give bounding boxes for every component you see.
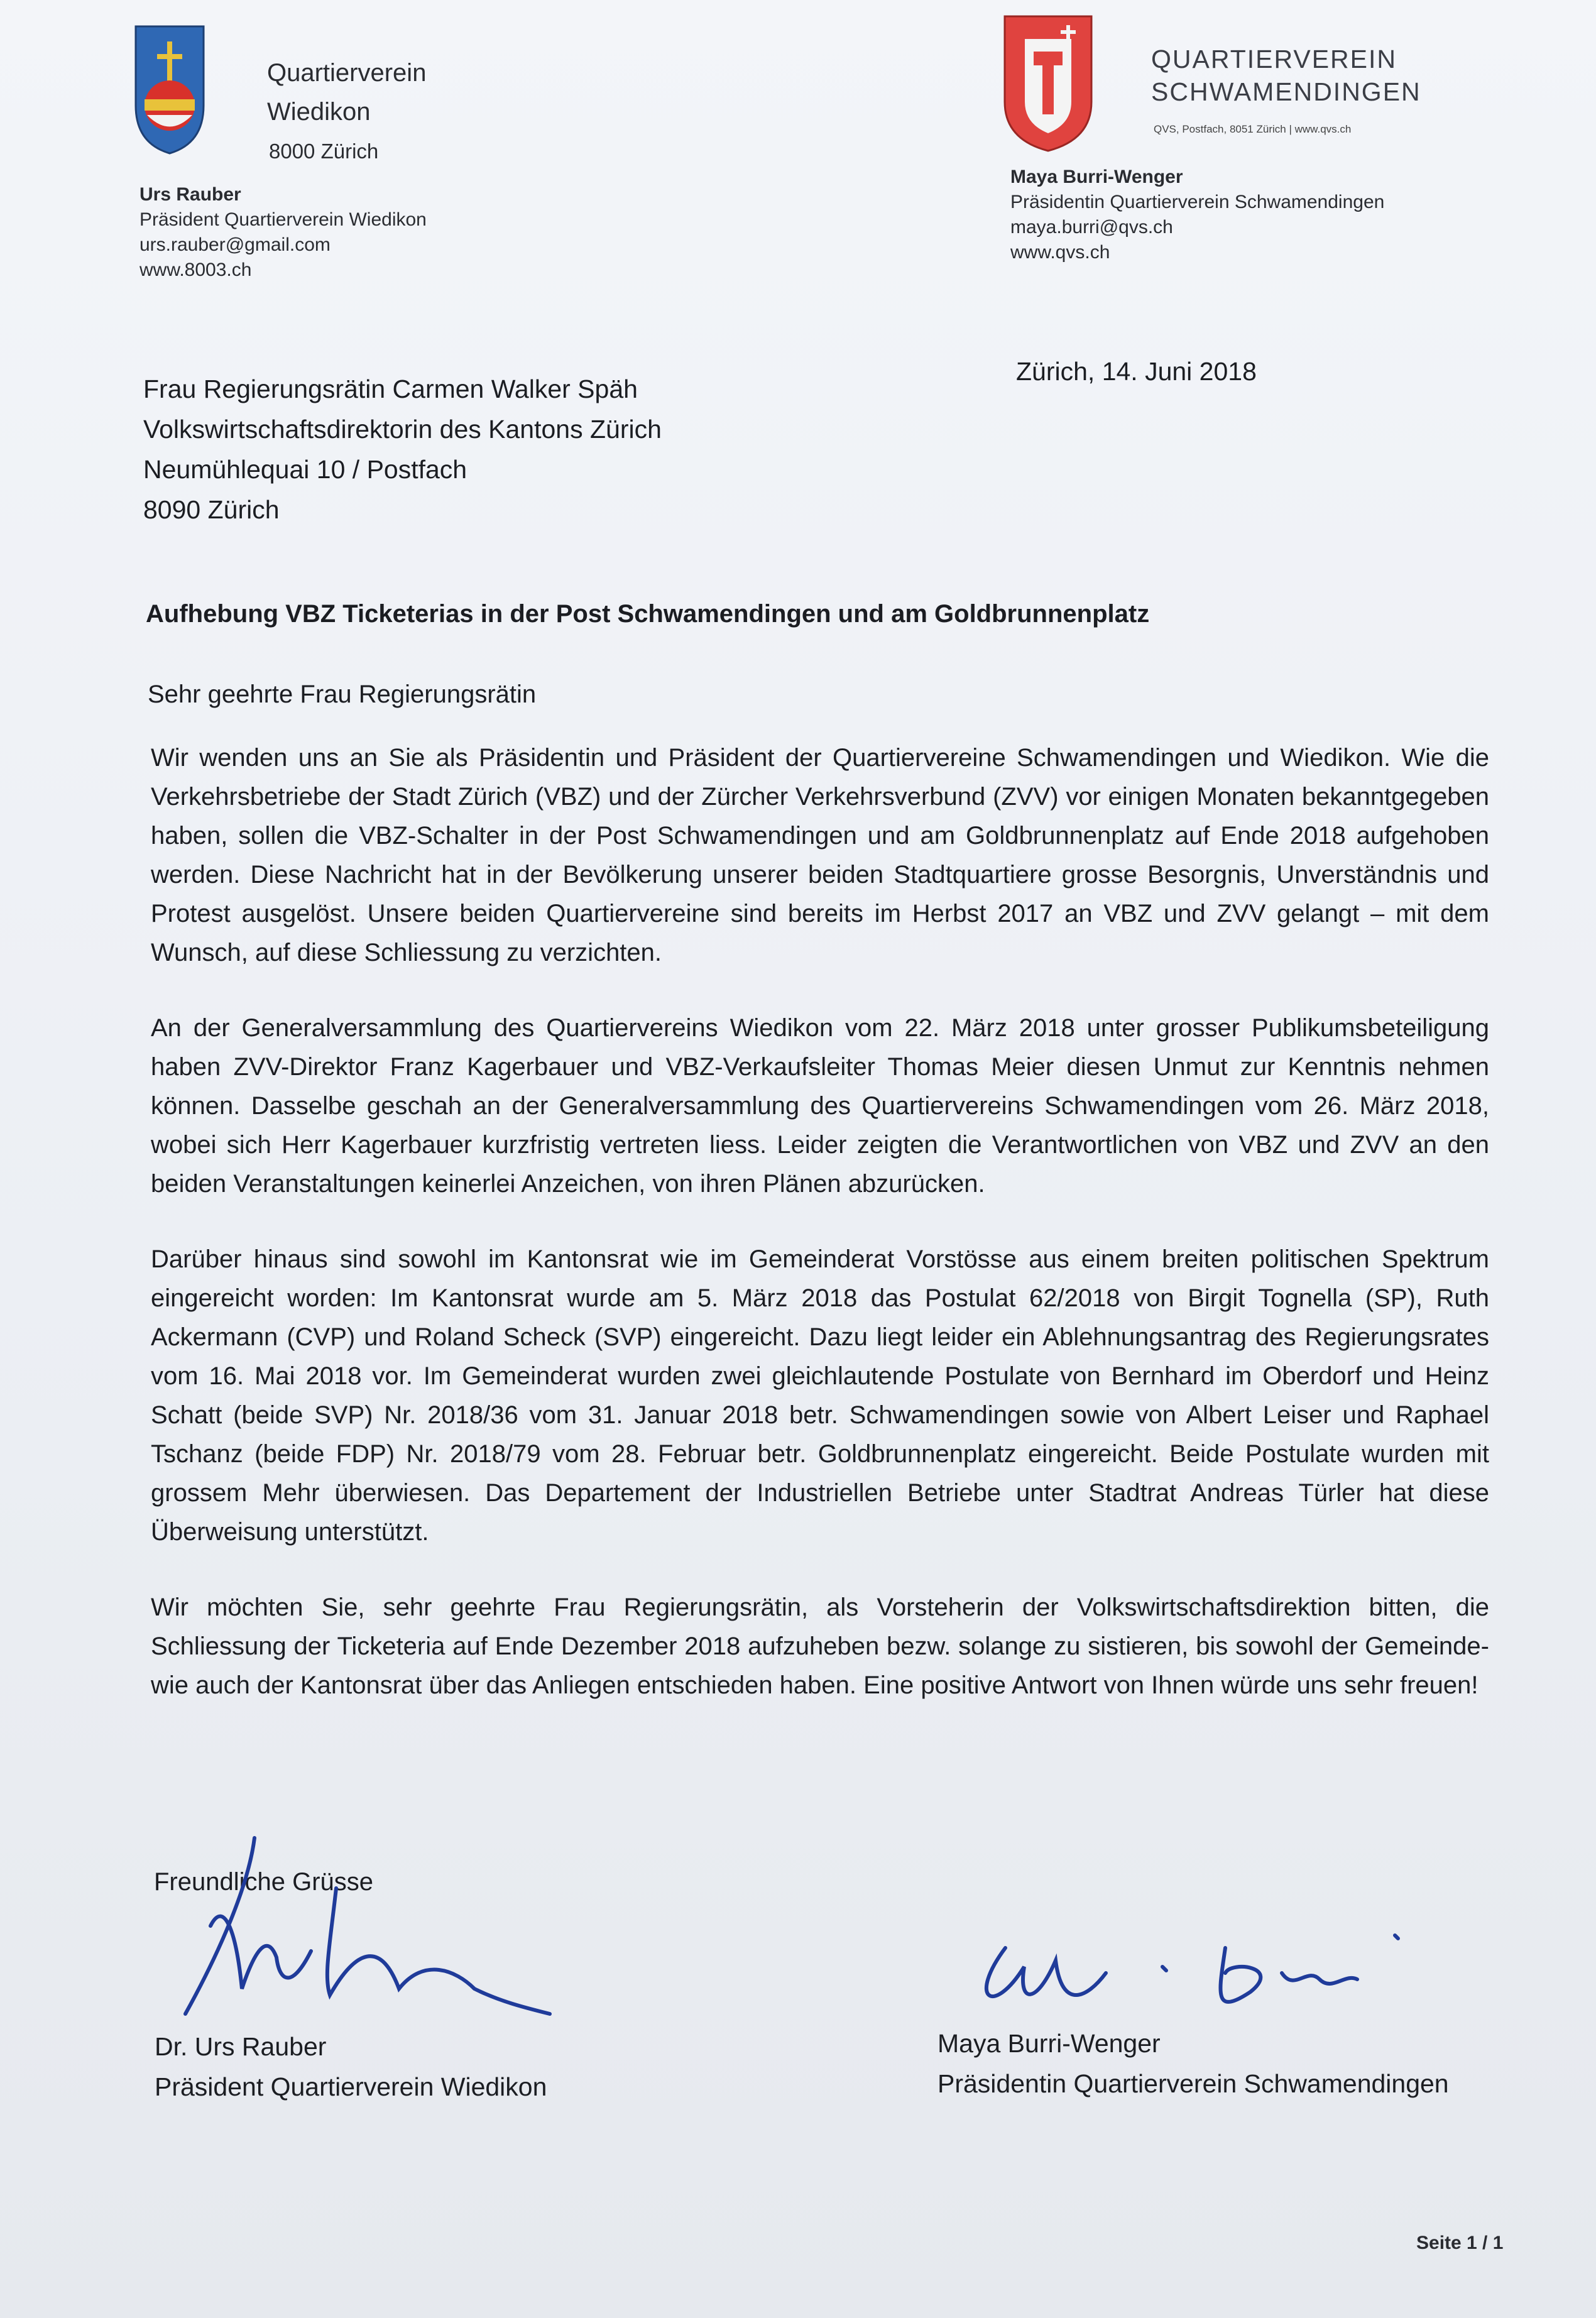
sender-name-right: Maya Burri-Wenger	[1010, 167, 1183, 187]
signer-role-left: Präsident Quartierverein Wiedikon	[155, 2072, 547, 2101]
signature-urs-rauber	[173, 1832, 575, 2020]
org-name-schwamendingen: QUARTIERVEREIN SCHWAMENDINGEN	[1151, 45, 1421, 106]
org-city-wiedikon: 8000 Zürich	[269, 139, 379, 163]
sender-web-right: www.qvs.ch	[1010, 242, 1110, 263]
body-paragraph: Wir möchten Sie, sehr geehrte Frau Regierungsrätin, als Vorsteherin der Volkswirtschaftsdirektion bitten, die Schliessung der Ticketeria auf Ende Dezember 2018 aufzuheben bezw. solange zu sistieren, bis sowohl der Gemeinde- wie auch der Kantonsrat über das Anliegen entschieden haben. Eine positive Antwort von Ihnen würde uns sehr freuen!	[151, 1594, 1489, 1699]
letter-date: Zürich, 14. Juni 2018	[1016, 357, 1257, 386]
sender-email-left: urs.rauber@gmail.com	[139, 234, 331, 255]
signature-maya-burri-wenger	[955, 1923, 1420, 2017]
page-number: Seite 1 / 1	[1416, 2233, 1504, 2253]
org-address-schwamendingen: QVS, Postfach, 8051 Zürich | www.qvs.ch	[1154, 123, 1352, 135]
signer-name-left: Dr. Urs Rauber	[155, 2032, 327, 2061]
signer-right	[937, 2023, 1449, 2104]
letter-subject: Aufhebung VBZ Ticketerias in der Post Schwamendingen und am Goldbrunnenplatz	[146, 600, 1150, 628]
recipient-address: Frau Regierungsrätin Carmen Walker Späh Volkswirtschaftsdirektorin des Kantons Zürich Neumühlequai 10 / Postfach 8090 Zürich	[143, 374, 662, 524]
signer-left	[155, 2026, 547, 2107]
sender-name-left: Urs Rauber	[139, 184, 241, 205]
sender-role-left: Präsident Quartierverein Wiedikon	[139, 209, 427, 230]
sender-email-right: maya.burri@qvs.ch	[1010, 217, 1173, 238]
body-paragraph: An der Generalversammlung des Quartiervereins Wiedikon vom 22. März 2018 unter grosser Publikumsbeteiligung haben ZVV-Direktor Franz Kagerbauer und VBZ-Verkaufsleiter Thomas Meier diesen Unmut zur Kenntnis nehmen können. Dasselbe geschah an der Generalversammlung des Quartiervereins Schwamendingen vom 26. März 2018, wobei sich Herr Kagerbauer kurzfristig vertreten liess. Leider zeigten die Verantwortlichen von VBZ und ZVV an den beiden Veranstaltungen keinerlei Anzeichen, von ihren Plänen abzurücken.	[151, 1014, 1489, 1198]
signer-role-right: Präsidentin Quartierverein Schwamendingen	[937, 2069, 1449, 2098]
body-paragraph: Darüber hinaus sind sowohl im Kantonsrat wie im Gemeinderat Vorstösse aus einem breiten politischen Spektrum eingereicht worden: Im Kantonsrat wurde am 5. März 2018 das Postulat 62/2018 von Birgit Tognella (SP), Ruth Ackermann (CVP) und Roland Scheck (SVP) eingereicht. Dazu liegt leider ein Ablehnungsantrag des Regierungsrates vom 16. Mai 2018 vor. Im Gemeinderat wurden zwei gleichlautende Postulate von Bernhard im Oberdorf und Heinz Schatt (beide SVP) Nr. 2018/36 vom 31. Januar 2018 betr. Schwamendingen sowie von Albert Leiser und Raphael Tschanz (beide FDP) Nr. 2018/79 vom 28. Februar betr. Goldbrunnenplatz eingereicht. Beide Postulate wurden mit grossem Mehr überwiesen. Das Departement der Industriellen Betriebe unter Stadtrat Andreas Türler hat diese Überweisung unterstützt.	[151, 1245, 1489, 1546]
sender-web-left: www.8003.ch	[139, 260, 252, 280]
closing-phrase: Freundliche Grüsse	[154, 1868, 374, 1896]
schwamendingen-crest-logo	[1002, 14, 1094, 153]
wiedikon-crest-logo	[132, 24, 207, 156]
sender-role-right: Präsidentin Quartierverein Schwamendingen	[1010, 192, 1385, 212]
sender-block-right	[1010, 165, 1384, 265]
salutation: Sehr geehrte Frau Regierungsrätin	[148, 681, 537, 708]
letter-body	[151, 738, 1489, 1741]
sender-block-left	[139, 182, 427, 283]
signer-name-right: Maya Burri-Wenger	[937, 2029, 1161, 2058]
org-name-wiedikon: Quartierverein Wiedikon	[267, 59, 427, 126]
body-paragraph: Wir wenden uns an Sie als Präsidentin und Präsident der Quartiervereine Schwamendingen und Wiedikon. Wie die Verkehrsbetriebe der Stadt Zürich (VBZ) und der Zürcher Verkehrsverbund (ZVV) vor einigen Monaten bekanntgegeben haben, sollen die VBZ-Schalter in der Post Schwamendingen und am Goldbrunnenplatz auf Ende 2018 aufgehoben werden. Diese Nachricht hat in der Bevölkerung unserer beiden Stadtquartiere grosse Besorgnis, Unverständnis und Protest ausgelöst. Unsere beiden Quartiervereine sind bereits im Herbst 2017 an VBZ und ZVV gelangt – mit dem Wunsch, auf diese Schliessung zu verzichten.	[151, 744, 1489, 966]
